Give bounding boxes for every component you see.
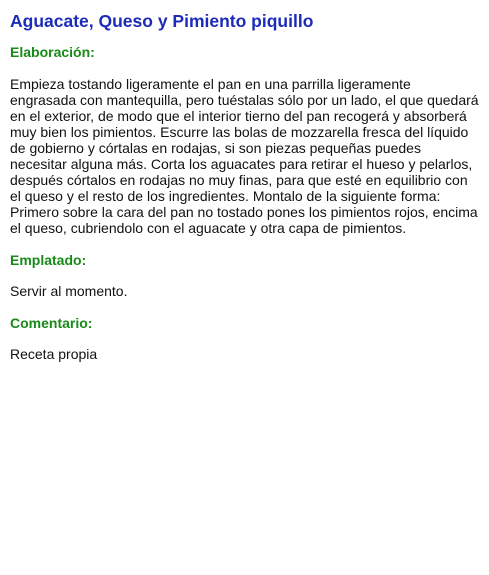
section-text-elaboracion: Empieza tostando ligeramente el pan en una parrilla ligeramente engrasada con mantequilla, pero tuéstalas sólo por un lado, el que quedará en el exterior, de modo que el interior tierno del pan recogerá y absorberá muy bien los pimientos. Escurre las bolas de mozzarella fresca del líquido de gobierno y córtalas en rodajas, si son piezas pequeñas puedes necesitar alguna más. Corta los aguacates para retirar el hueso y pelarlos, después córtalos en rodajas no muy finas, para que esté en equilibrio con el queso y el resto de los ingredientes. Montalo de la siguiente forma: Primero sobre la cara del pan no tostado pones los pimientos rojos, encima el queso, cubriendolo con el aguacate y otra capa de pimientos. bbox=[10, 76, 479, 236]
page-title: Aguacate, Queso y Pimiento piquillo bbox=[10, 11, 314, 31]
section-heading-comentario: Comentario: bbox=[10, 315, 93, 331]
section-heading-elaboracion: Elaboración: bbox=[10, 44, 95, 60]
section-text-emplatado: Servir al momento. bbox=[10, 283, 128, 299]
section-heading-emplatado: Emplatado: bbox=[10, 252, 87, 268]
section-text-comentario: Receta propia bbox=[10, 346, 98, 362]
